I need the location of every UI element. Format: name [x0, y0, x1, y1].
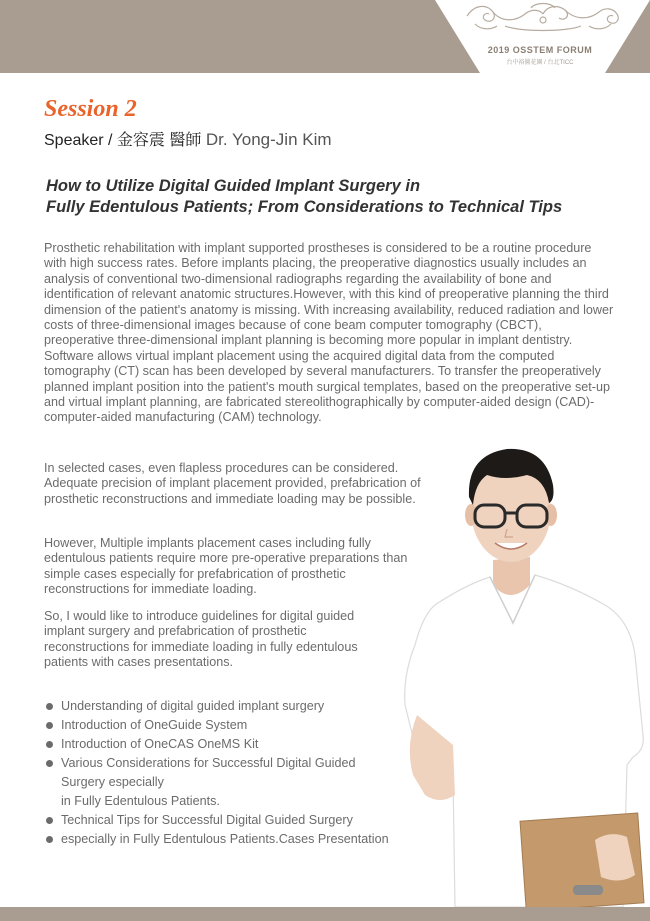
speaker-line [44, 127, 332, 150]
list-item: Understanding of digital guided implant surgery [44, 697, 424, 716]
topic-list [44, 697, 424, 849]
list-item: Introduction of OneGuide System [44, 716, 424, 735]
list-item: Introduction of OneCAS OneMS Kit [44, 735, 424, 754]
talk-title-line1: How to Utilize Digital Guided Implant Surgery in [46, 177, 421, 195]
paragraph-intro: Prosthetic rehabilitation with implant supported prostheses is considered to be a routine procedure with high success rates. Before implants placing, the preoperative diagnostics usually includes an analysis of conventional two-dimensional radiographs regarding the availability of bone and identification of relevant anatomic structures.However, with this kind of preoperative planning the third dimension of the patient's anatomy is missing. With increasing availability, reduced radiation and lower costs of three-dimensional images because of cone beam computer tomography (CBCT), preoperative three-dimensional implant planning is becoming more popular in implant dentistry. Software allows virtual implant placement using the acquired digital data from the computed tomography (CT) scan has been developed by several manufacturers. To transfer the preoperatively planned implant position into the patient's mouth surgical templates, based on the preoperative set-up and virtual implant planning, are fabricated stereolithographically by computer-aided design (CAD)-computer-aided manufacturing (CAM) technology. [44, 241, 614, 425]
bullet-icon [46, 836, 53, 843]
speaker-name: Dr. Yong-Jin Kim [205, 130, 332, 149]
speaker-portrait [395, 445, 650, 907]
talk-title-line2: Fully Edentulous Patients; From Considerations to Technical Tips [46, 198, 563, 216]
list-item: especially in Fully Edentulous Patients.Cases Presentation [44, 830, 424, 849]
paragraph-multiple-implants: However, Multiple implants placement cases including fully edentulous patients require more pre-operative preparations than simple cases especially for prefabrication of prosthetic reconstructions for immediate loading. [44, 536, 408, 597]
bullet-icon [46, 817, 53, 824]
forum-title: 2019 OSSTEM FORUM [487, 45, 593, 55]
bullet-icon [46, 741, 53, 748]
list-item: Various Considerations for Successful Digital Guided Surgery especially in Fully Edentulous Patients. [44, 754, 424, 811]
list-item: Technical Tips for Successful Digital Guided Surgery [44, 811, 424, 830]
talk-title [46, 176, 616, 218]
paragraph-guidelines: So, I would like to introduce guidelines for digital guided implant surgery and prefabrication of prosthetic reconstructions for immediate loading in fully edentulous patients with cases presentations. [44, 609, 358, 670]
speaker-prefix: Speaker / 金容震 醫師 [44, 132, 202, 149]
bullet-icon [46, 722, 53, 729]
bullet-icon [46, 760, 53, 767]
footer-band [0, 907, 650, 921]
forum-subtitle: 台中裕圖花園 / 台北TICC [506, 60, 574, 66]
session-title: Session 2 [44, 96, 137, 122]
bullet-icon [46, 703, 53, 710]
paragraph-flapless: In selected cases, even flapless procedures can be considered. Adequate precision of implant placement provided, prefabrication of prosthetic reconstructions and immediate loading may be possible. [44, 461, 421, 506]
